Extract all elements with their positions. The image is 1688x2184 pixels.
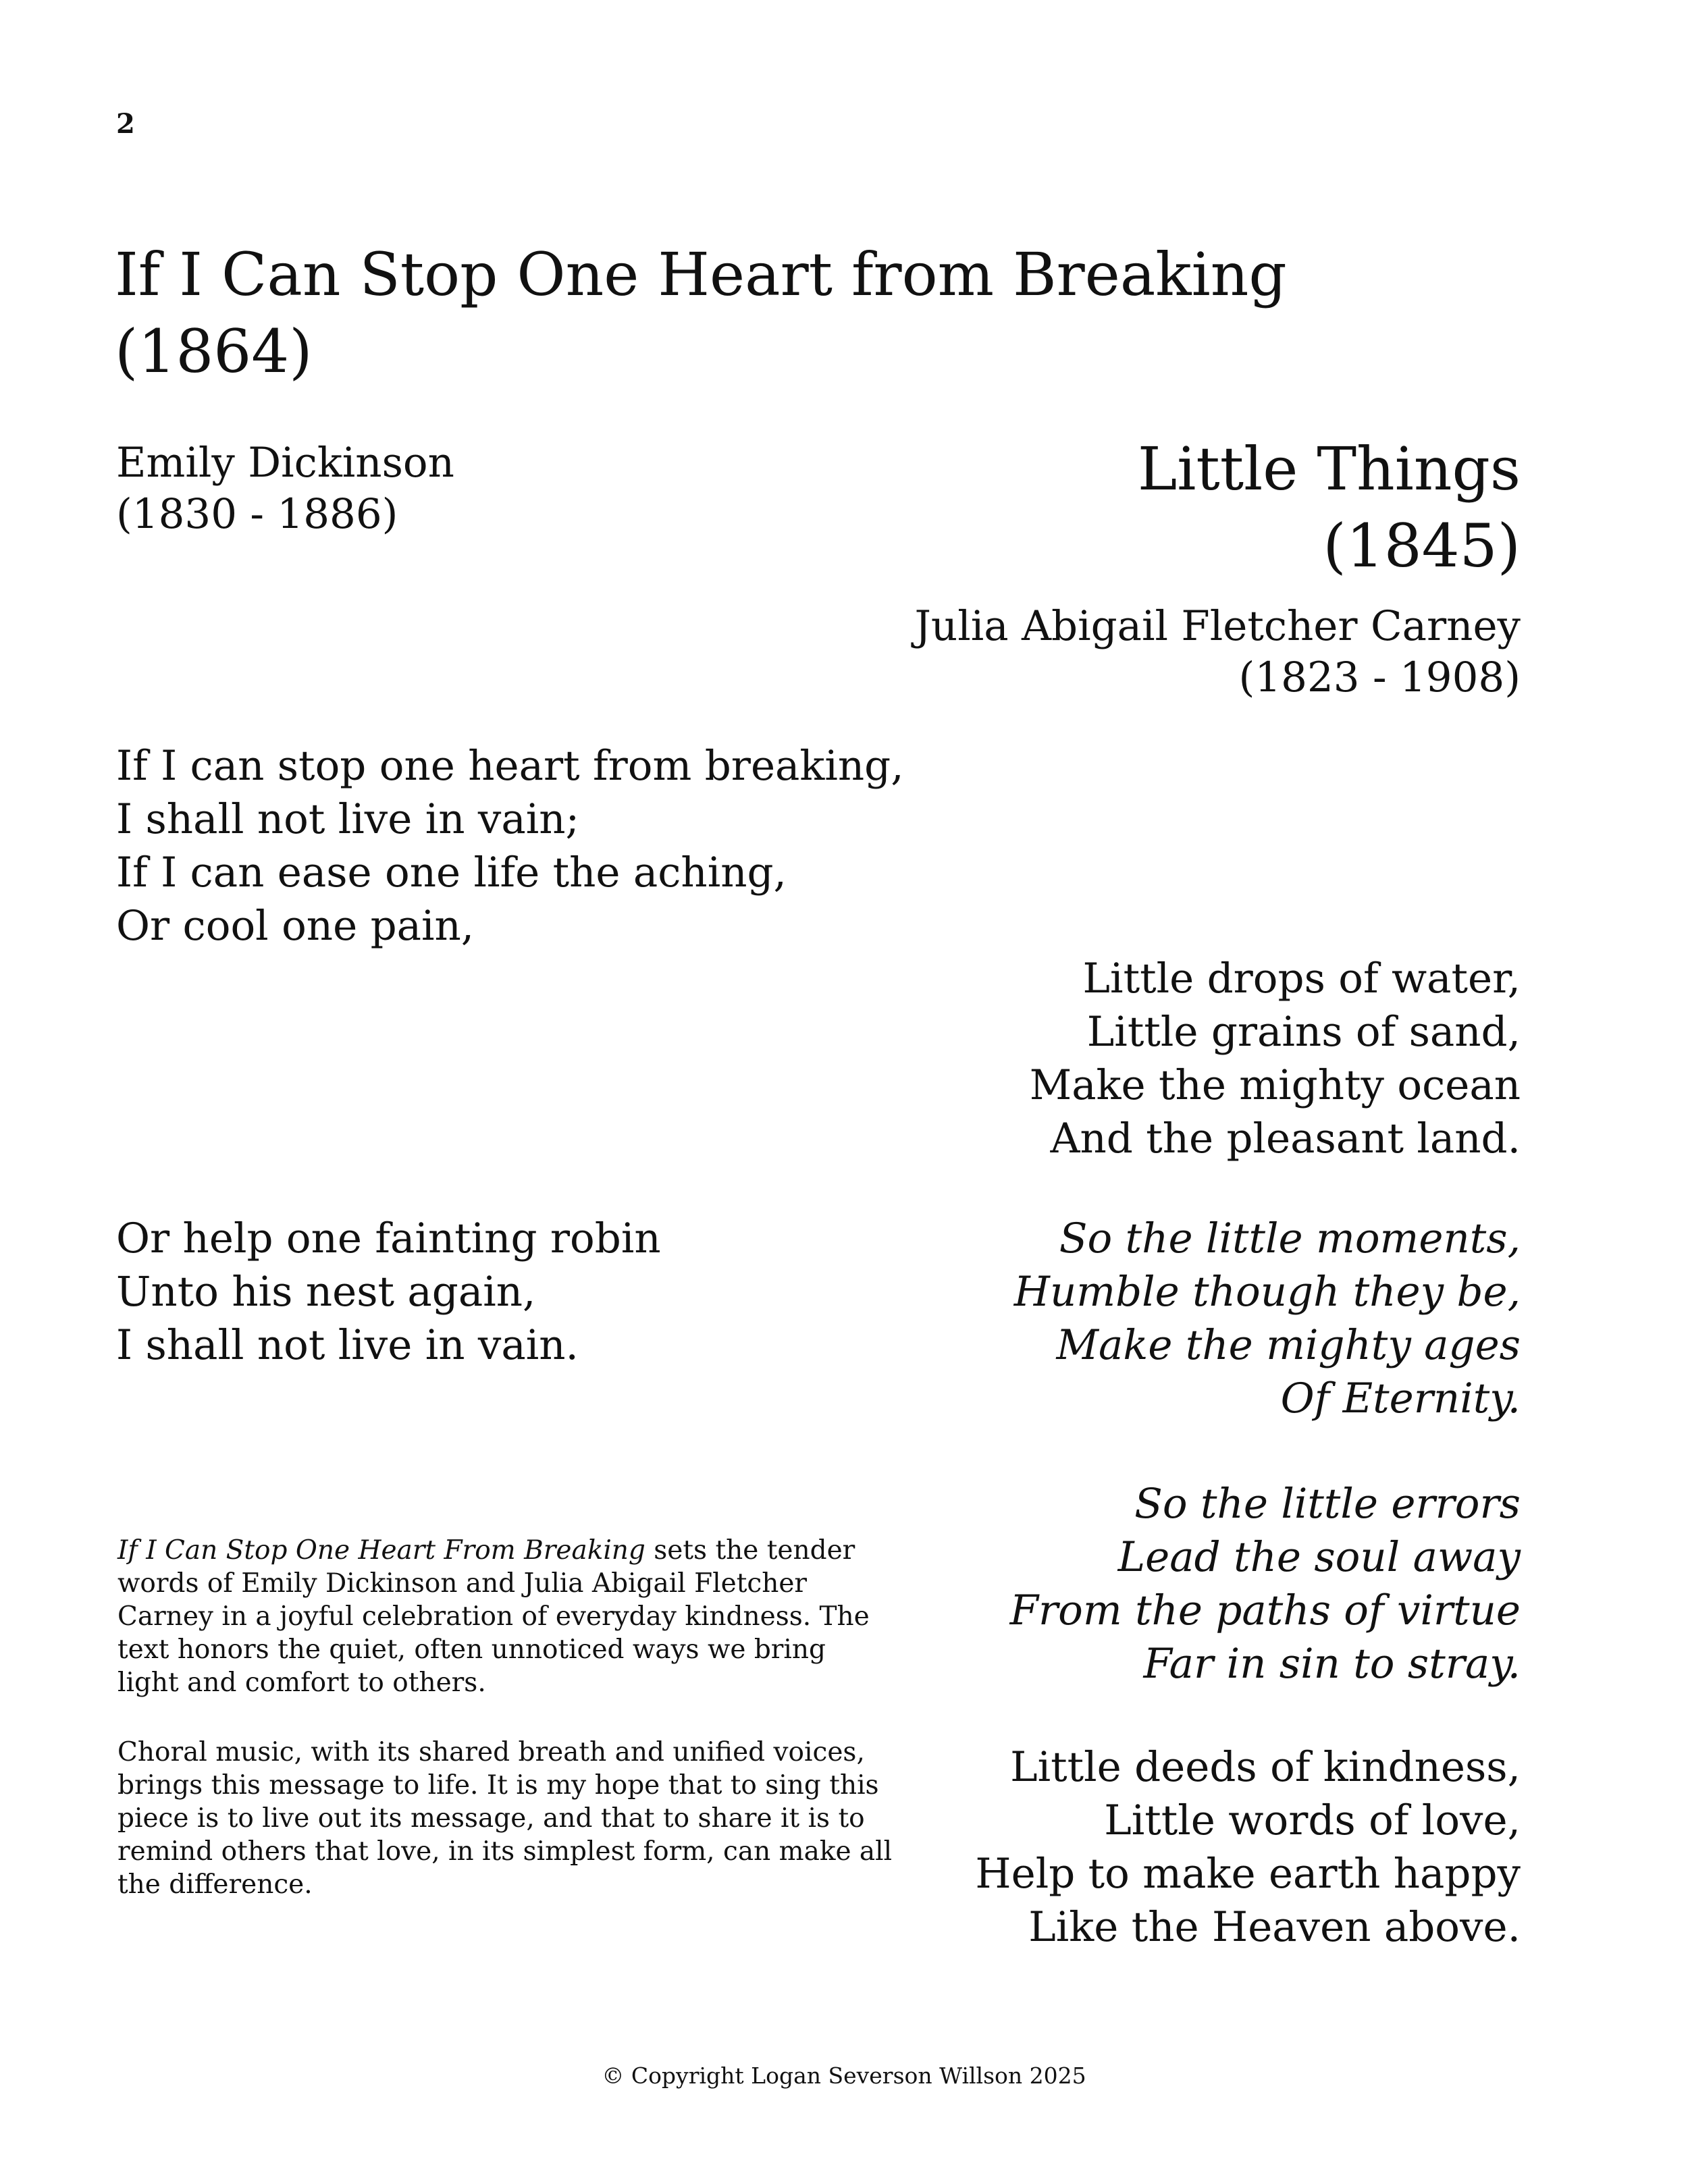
poem-line: Make the mighty ages [1056, 1321, 1521, 1369]
poem-line: If I can stop one heart from breaking, [116, 742, 904, 790]
program-note-text: sets the tender words of Emily Dickinson and Julia Abigail Fletcher Carney in a joyful celebration of everyday kindness. The text honors the quiet, often unnoticed ways we bring light and comfort to others. [117, 1535, 870, 1698]
program-notes [117, 1534, 894, 1938]
poem1-stanza-1 [116, 739, 904, 953]
poem-line: Little drops of water, [1082, 955, 1521, 1003]
poem-line: From the paths of virtue [1009, 1587, 1521, 1634]
poem-line: Far in sin to stray. [1143, 1640, 1521, 1688]
poem2-stanza-2 [1014, 1212, 1521, 1425]
copyright-notice: © Copyright Logan Severson Willson 2025 [602, 2062, 1086, 2089]
poem1-stanza-2 [116, 1212, 661, 1372]
poem-line: Make the mighty ocean [1029, 1061, 1521, 1109]
poem-line: Of Eternity. [1280, 1375, 1521, 1422]
poem2-stanza-3 [1010, 1477, 1521, 1690]
poem-line: Lead the soul away [1117, 1533, 1521, 1581]
poem2-author [914, 601, 1521, 703]
poem1-author-name: Emily Dickinson [116, 439, 454, 487]
poem-line: Little deeds of kindness, [1010, 1743, 1521, 1791]
poem-line: I shall not live in vain; [116, 795, 580, 843]
program-note-piece-title: If I Can Stop One Heart From Breaking [117, 1535, 645, 1566]
poem-line: Or cool one pain, [116, 902, 475, 950]
poem2-year: (1845) [1323, 511, 1521, 581]
poem1-author-dates: (1830 - 1886) [116, 490, 398, 538]
poem1-year: (1864) [115, 317, 313, 386]
poem1-author [116, 437, 454, 540]
poem1-title-text: If I Can Stop One Heart from Breaking [115, 240, 1287, 309]
poem-line: Help to make earth happy [975, 1850, 1521, 1898]
poem2-title-text: Little Things [1137, 434, 1521, 504]
poem-line: So the little errors [1134, 1480, 1521, 1528]
poem-line: Little grains of sand, [1086, 1008, 1521, 1056]
poem2-title [1138, 431, 1521, 585]
poem-line: Unto his nest again, [116, 1268, 536, 1316]
poem-line: Little words of love, [1104, 1796, 1521, 1844]
poem2-stanza-4 [975, 1740, 1521, 1954]
poem-line: And the pleasant land. [1050, 1115, 1521, 1163]
poem-line: Like the Heaven above. [1028, 1903, 1521, 1951]
page-number: 2 [116, 108, 135, 140]
program-note-paragraph-1 [117, 1534, 894, 1699]
poem-line: So the little moments, [1059, 1215, 1521, 1262]
poem-line: I shall not live in vain. [116, 1321, 579, 1369]
poem1-title [115, 236, 1330, 390]
poem2-author-dates: (1823 - 1908) [1238, 654, 1521, 701]
poem-line: Humble though they be, [1013, 1268, 1521, 1316]
poem2-author-name: Julia Abigail Fletcher Carney [914, 602, 1521, 650]
poem2-stanza-1 [1030, 952, 1521, 1165]
poem-line: If I can ease one life the aching, [116, 849, 787, 897]
poem-line: Or help one fainting robin [116, 1215, 661, 1262]
program-note-paragraph-2: Choral music, with its shared breath and unified voices, brings this message to life. It is my hope that to sing this piece is to live out its message, and that to share it is to remind others that love, in its simplest form, can make all the difference. [117, 1737, 893, 1900]
